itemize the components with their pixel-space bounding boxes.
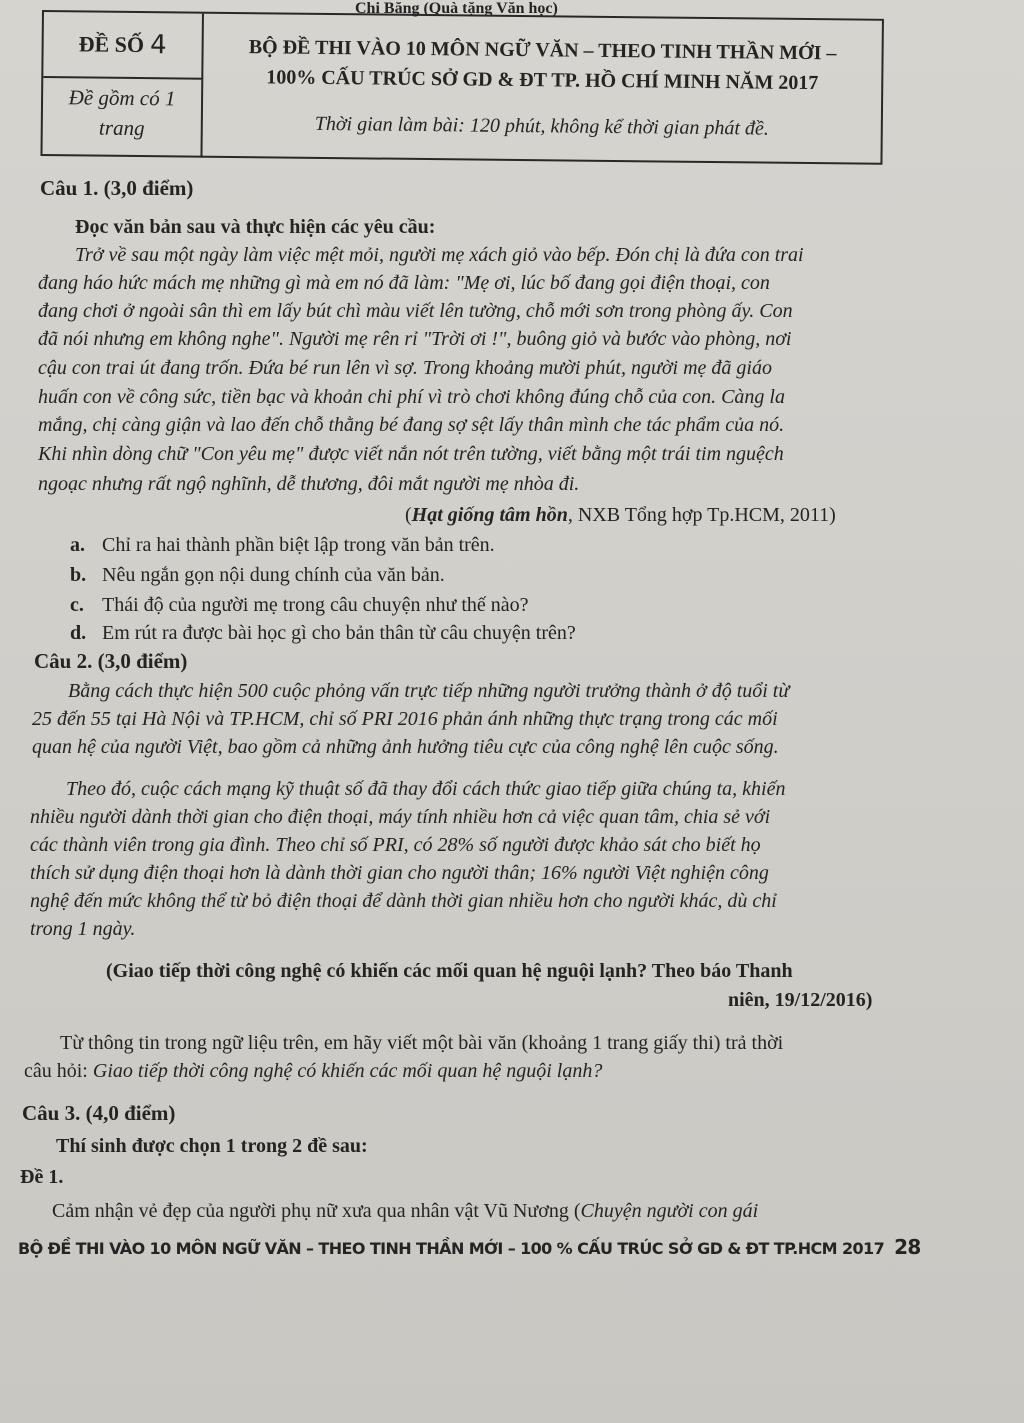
item-label: d.: [70, 622, 87, 644]
para2-line: nhiều người dành thời gian cho điện thoại, máy tính nhiều hơn cả việc quan tâm, chia sẻ với: [30, 806, 771, 828]
exam-title-line1: BỘ ĐỀ THI VÀO 10 MÔN NGỮ VĂN – THEO TINH THẦN MỚI –: [248, 36, 837, 65]
item-text: Chỉ ra hai thành phần biệt lập trong văn bản trên.: [102, 534, 495, 556]
task-plain: câu hỏi:: [24, 1060, 93, 1082]
passage-line: cậu con trai út đang trốn. Đứa bé run lên vì sợ. Trong khoảng mười phút, người mẹ đã giáo: [38, 357, 772, 379]
question1-item-a: [70, 532, 495, 558]
task-italic: Giao tiếp thời công nghệ có khiến các mối quan hệ nguội lạnh?: [92, 1060, 603, 1082]
exam-time-note: Thời gian làm bài: 120 phút, không kể thời gian phát đề.: [314, 112, 769, 140]
question1-heading: Câu 1. (3,0 điểm): [40, 176, 194, 200]
passage-line: đang chơi ở ngoài sân thì em lấy bút chì màu viết lên tường, chỗ mới sơn trong phòng ấy. Con: [38, 300, 793, 322]
source-rest: , NXB Tổng hợp Tp.HCM, 2011): [567, 504, 836, 526]
source-title: Hạt giống tâm hồn: [411, 504, 568, 526]
question1-instruction: Đọc văn bản sau và thực hiện các yêu cầu:: [75, 216, 436, 238]
para2-line: các thành viên trong gia đình. Theo chỉ số PRI, có 28% số người được khảo sát cho biết họ: [30, 834, 761, 856]
item-text: Thái độ của người mẹ trong câu chuyện như thế nào?: [102, 594, 529, 616]
topic1-italic: Chuyện người con gái: [580, 1200, 759, 1222]
passage-line: đang háo hức mách mẹ những gì mà em nó đã làm: "Mẹ ơi, lúc bố đang gọi điện thoại, con: [38, 272, 770, 294]
passage-line: Khi nhìn dòng chữ "Con yêu mẹ" được viết nắn nót trên tường, viết bằng một trái tim nguệch: [38, 443, 784, 465]
para2-source-line2: niên, 19/12/2016): [728, 989, 873, 1011]
page-footer: [18, 1235, 921, 1259]
top-note: Chi Băng (Quà tặng Văn học): [355, 0, 558, 17]
item-label: c.: [70, 594, 84, 616]
para2-line: nghệ đến mức không thể từ bỏ điện thoại để dành thời gian nhiều hơn cho người khác, dù chỉ: [30, 890, 777, 912]
passage-line: ngoạc nhưng rất ngộ nghĩnh, dễ thương, đôi mắt người mẹ nhòa đi.: [38, 473, 580, 495]
passage-line: đã nói nhưng em không nghe". Người mẹ rên rỉ "Trời ơi !", buông giỏ và bước vào phòng, nơi: [38, 328, 792, 350]
question3-instruction: Thí sinh được chọn 1 trong 2 đề sau:: [56, 1135, 368, 1157]
page-count-line1: Đề gồm có 1: [68, 85, 176, 111]
item-label: a.: [70, 534, 85, 556]
footer-text: BỘ ĐỀ THI VÀO 10 MÔN NGỮ VĂN – THEO TINH THẦN MỚI – 100 % CẤU TRÚC SỞ GD & ĐT TP.HCM 2017: [18, 1239, 885, 1258]
page-number: 28: [894, 1235, 921, 1259]
exam-title-line2: 100% CẤU TRÚC SỞ GD & ĐT TP. HỒ CHÍ MINH NĂM 2017: [266, 66, 819, 95]
topic1-text: [52, 1198, 758, 1224]
para1-line: 25 đến 55 tại Hà Nội và TP.HCM, chỉ số PRI 2016 phản ánh những thực trạng trong các mối: [32, 708, 778, 730]
question3-heading: Câu 3. (4,0 điểm): [22, 1101, 176, 1125]
para2-source-line1: (Giao tiếp thời công nghệ có khiến các mối quan hệ nguội lạnh? Theo báo Thanh: [106, 960, 793, 982]
passage-line: huấn con về công sức, tiền bạc và khoản chi phí vì trò chơi không đúng chỗ của con. Càng la: [38, 386, 785, 408]
item-label: b.: [70, 564, 87, 586]
question2-task-line1: Từ thông tin trong ngữ liệu trên, em hãy viết một bài văn (khoảng 1 trang giấy thi) trả thời: [60, 1032, 784, 1054]
topic1-plain: Cảm nhận vẻ đẹp của người phụ nữ xưa qua nhân vật Vũ Nương (: [52, 1200, 581, 1222]
passage-source: [405, 502, 836, 528]
exam-number: 4: [149, 30, 167, 61]
page-count-line2: trang: [98, 115, 145, 141]
question2-task-line2: [24, 1058, 602, 1084]
topic1-label: Đề 1.: [20, 1166, 64, 1188]
passage-line: Trở về sau một ngày làm việc mệt mỏi, người mẹ xách giỏ vào bếp. Đón chị là đứa con trai: [75, 244, 804, 266]
exam-header-box: [40, 10, 883, 165]
question2-heading: Câu 2. (3,0 điểm): [34, 649, 188, 673]
question1-item-d: [70, 620, 576, 646]
exam-number-label: ĐỀ SỐ: [78, 31, 145, 58]
question1-item-c: [70, 592, 529, 618]
question1-item-b: [70, 562, 445, 588]
exam-title-cell: [202, 14, 881, 165]
item-text: Nêu ngắn gọn nội dung chính của văn bản.: [102, 564, 445, 586]
exam-number-cell: [43, 12, 204, 80]
item-text: Em rút ra được bài học gì cho bản thân từ câu chuyện trên?: [102, 622, 576, 644]
para2-line: Theo đó, cuộc cách mạng kỹ thuật số đã thay đổi cách thức giao tiếp giữa chúng ta, khiến: [66, 778, 786, 800]
para2-line: trong 1 ngày.: [30, 918, 136, 940]
para1-line: quan hệ của người Việt, bao gồm cả những ảnh hưởng tiêu cực của công nghệ lên cuộc sống.: [32, 736, 779, 758]
para1-line: Bằng cách thực hiện 500 cuộc phỏng vấn trực tiếp những người trưởng thành ở độ tuổi từ: [68, 680, 790, 702]
para2-line: thích sử dụng điện thoại hơn là dành thời gian cho người thân; 16% người Việt nghiện công: [30, 862, 769, 884]
source-open: (: [405, 504, 412, 526]
passage-line: mắng, chị càng giận và lao đến chỗ thằng bé đang sợ sệt lấy thân mình che tác phẩm của nó.: [38, 414, 785, 436]
page-count-cell: [42, 78, 203, 158]
